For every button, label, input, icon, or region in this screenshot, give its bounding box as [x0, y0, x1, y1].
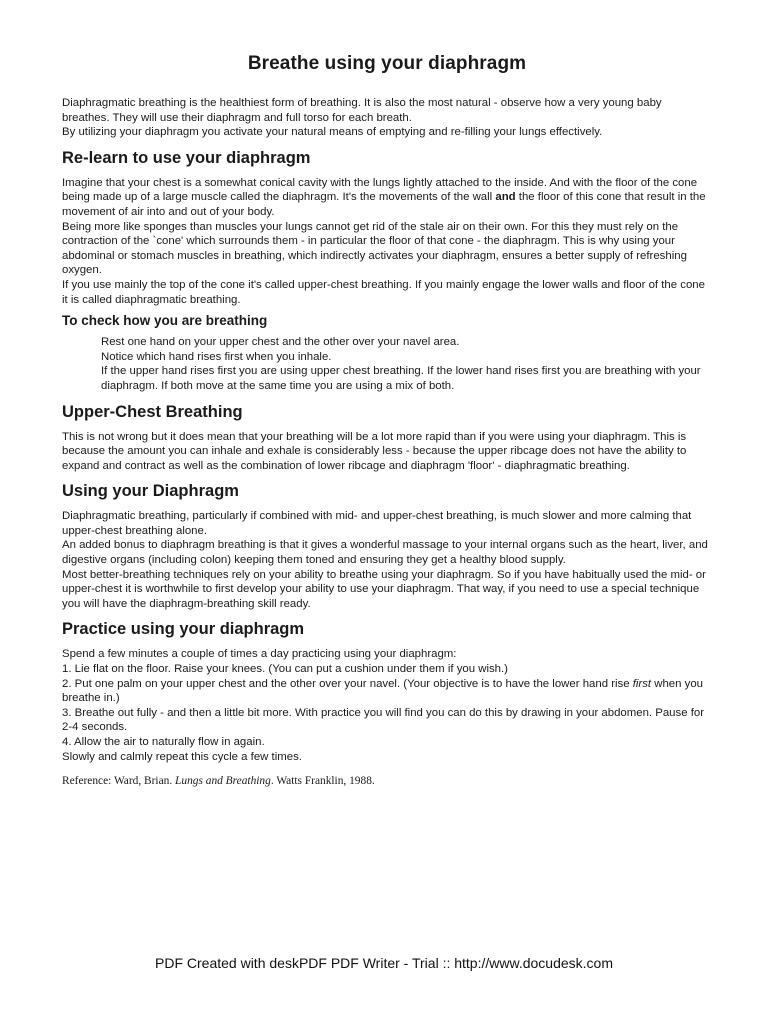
practice-step-4: 4. Allow the air to naturally flow in again. — [62, 736, 265, 748]
relearn-paragraph-3: If you use mainly the top of the cone it's called upper-chest breathing. If you mainly engage the lower walls and floor of the cone it is called diaphragmatic breathing. — [62, 278, 705, 306]
pdf-footer: PDF Created with deskPDF PDF Writer - Trial :: http://www.docudesk.com — [155, 955, 613, 971]
reference-book-title: Lungs and Breathing — [175, 775, 271, 788]
intro-paragraph-2: By utilizing your diaphragm you activate your natural means of emptying and re-filling your lungs effectively. — [62, 126, 603, 139]
relearn-paragraph-1 — [62, 176, 712, 220]
reference-prefix: Reference: Ward, Brian. — [62, 775, 176, 788]
using-paragraph-1: Diaphragmatic breathing, particularly if combined with mid- and upper-chest breathing, is much slower and more calming that upper-chest breathing alone. — [62, 510, 692, 537]
practice-step-3: 3. Breathe out fully - and then a little bit more. With practice you will find you can do this by drawing in your abdomen. Pause for 2-4 seconds. — [62, 706, 705, 734]
relearn-heading: Re-learn to use your diaphragm — [62, 148, 311, 167]
intro-section — [62, 96, 712, 140]
practice-step-2-text: 2. Put one palm on your upper chest and the other over your navel. (Your objective is to have the lower hand rise — [62, 677, 633, 690]
check-line-2: Notice which hand rises first when you inhale. — [101, 350, 332, 363]
check-section — [62, 335, 712, 393]
practice-step-1: 1. Lie flat on the floor. Raise your knees. (You can put a cushion under them if you wish.) — [62, 663, 508, 676]
practice-step-2 — [62, 677, 712, 706]
practice-heading: Practice using your diaphragm — [62, 620, 305, 639]
check-heading: To check how you are breathing — [62, 313, 268, 329]
relearn-paragraph-2: Being more like sponges than muscles your lungs cannot get rid of the stale air on their own. For this they must rely on the contraction of the `cone' which surrounds them - in particular the floor of that cone - the diaphragm. This is why using your abdominal or stomach muscles in breathing, which indirectly activates your diaphragm, ensures a better supply of refreshing oxygen. — [62, 220, 687, 277]
relearn-section — [62, 176, 712, 307]
practice-section — [62, 647, 712, 764]
using-paragraph-3: Most better-breathing techniques rely on your ability to breathe using your diaphragm. So if you have habitually used the mid- or upper-chest it is worthwhile to first develop your ability to use your diaphragm. That way, if you need to use a special technique you will have the diaphragm-breathing skill ready. — [62, 568, 706, 610]
reference-suffix: . Watts Franklin, 1988. — [270, 775, 375, 788]
intro-paragraph-1: Diaphragmatic breathing is the healthiest form of breathing. It is also the most natural - observe how a very young baby breathes. They will use their diaphragm and full torso for each breath. — [62, 97, 662, 124]
using-paragraph-2: An added bonus to diaphragm breathing is that it gives a wonderful massage to your internal organs such as the heart, liver, and digestive organs (including colon) keeping them toned and ensuring they get a healthy blood supply. — [62, 539, 708, 567]
relearn-p1-text-end: the floor of this cone that result in the movement of air into and out of your body. — [62, 191, 706, 218]
practice-step-2-text-end: when you breathe in.) — [62, 677, 704, 705]
practice-step-2-emphasis: first — [632, 677, 652, 690]
check-line-1: Rest one hand on your upper chest and the other over your navel area. — [101, 336, 460, 349]
check-line-3: If the upper hand rises first you are using upper chest breathing. If the lower hand rises first you are breathing with your diaphragm. If both move at the same time you are using a mix of both. — [101, 365, 701, 392]
relearn-p1-bold: and — [495, 191, 516, 204]
document-page — [62, 52, 712, 788]
practice-closing: Slowly and calmly repeat this cycle a few times. — [62, 750, 302, 763]
practice-intro: Spend a few minutes a couple of times a day practicing using your diaphragm: — [62, 648, 457, 661]
upper-chest-heading: Upper-Chest Breathing — [62, 402, 243, 421]
using-heading: Using your Diaphragm — [62, 482, 239, 501]
page-title: Breathe using your diaphragm — [247, 53, 527, 74]
reference-citation — [62, 774, 712, 788]
relearn-p1-text: Imagine that your chest is a somewhat conical cavity with the lungs lightly attached to the inside. And with the floor of the cone being made up of a large muscle called the diaphragm. It's the movements of the wall — [62, 176, 698, 204]
upper-chest-paragraph: This is not wrong but it does mean that your breathing will be a lot more rapid than if you were using your diaphragm. This is because the amount you can inhale and exhale is considerably less - because the upper ribcage does not have the ability to expand and contract as well as the combination of lower ribcage and diaphragm 'floor' - diaphragmatic breathing. — [62, 430, 687, 472]
upper-chest-section — [62, 430, 712, 474]
using-section — [62, 509, 712, 611]
